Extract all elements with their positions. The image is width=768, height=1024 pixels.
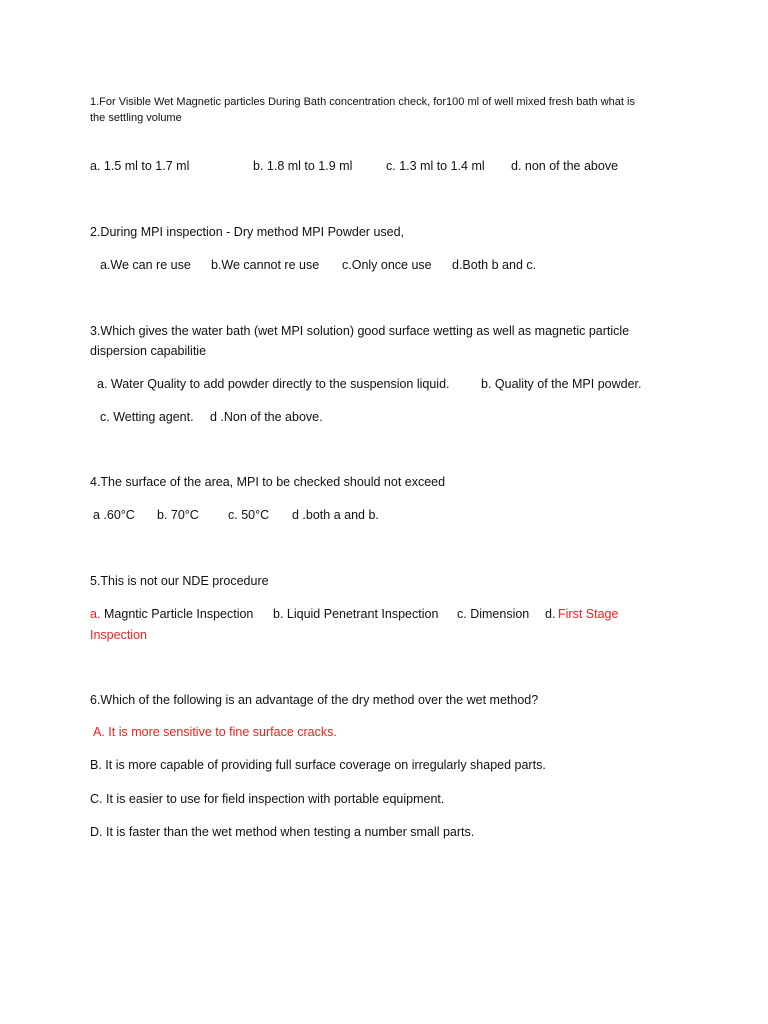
question-5-option-a-letter: a. <box>90 607 101 621</box>
question-1-option-a: a. 1.5 ml to 1.7 ml <box>90 159 190 173</box>
question-4-option-a: a .60°C <box>93 508 135 522</box>
question-2-option-d: d.Both b and c. <box>452 258 537 272</box>
question-5-text: 5.This is not our NDE procedure <box>90 574 269 588</box>
question-4-option-c: c. 50°C <box>228 508 270 522</box>
question-2-option-a: a.We can re use <box>100 258 191 272</box>
question-1-option-d: d. non of the above <box>511 159 619 173</box>
question-4-option-b: b. 70°C <box>157 508 199 522</box>
question-5-option-a: Magntic Particle Inspection <box>104 607 254 621</box>
question-6-text: 6.Which of the following is an advantage of the dry method over the wet method? <box>90 693 539 707</box>
question-6-option-a: A. It is more sensitive to fine surface cracks. <box>93 725 337 739</box>
question-5-option-b: b. Liquid Penetrant Inspection <box>273 607 439 621</box>
question-2-option-b: b.We cannot re use <box>211 258 320 272</box>
question-6-option-c: C. It is easier to use for field inspection with portable equipment. <box>90 792 445 806</box>
question-3-option-b: b. Quality of the MPI powder. <box>481 377 642 391</box>
question-3-option-d: d .Non of the above. <box>210 410 323 424</box>
question-6-option-b: B. It is more capable of providing full surface coverage on irregularly shaped parts. <box>90 758 546 772</box>
question-1-option-b: b. 1.8 ml to 1.9 ml <box>253 159 353 173</box>
question-3-option-c: c. Wetting agent. <box>100 410 194 424</box>
question-3-text-line-1: 3.Which gives the water bath (wet MPI solution) good surface wetting as well as magnetic particle <box>90 324 630 338</box>
question-4-text: 4.The surface of the area, MPI to be checked should not exceed <box>90 475 446 489</box>
question-3-option-a: a. Water Quality to add powder directly to the suspension liquid. <box>97 377 450 391</box>
question-3-text-line-2: dispersion capabilitie <box>90 344 207 358</box>
question-4-option-d: d .both a and b. <box>292 508 379 522</box>
question-1-option-c: c. 1.3 ml to 1.4 ml <box>386 159 485 173</box>
question-6-option-d: D. It is faster than the wet method when testing a number small parts. <box>90 825 475 839</box>
question-2-option-c: c.Only once use <box>342 258 432 272</box>
question-5-option-d-continued: Inspection <box>90 628 147 642</box>
question-5-option-c: c. Dimension <box>457 607 530 621</box>
question-1-text-line-2: the settling volume <box>90 112 182 124</box>
question-1-text-line-1: 1.For Visible Wet Magnetic particles During Bath concentration check, for100 ml of well mixed fresh bath what is <box>90 96 635 108</box>
question-2-text: 2.During MPI inspection - Dry method MPI Powder used, <box>90 225 405 239</box>
question-5-option-d-letter: d. <box>545 607 556 621</box>
question-5-option-d: First Stage <box>558 607 619 621</box>
